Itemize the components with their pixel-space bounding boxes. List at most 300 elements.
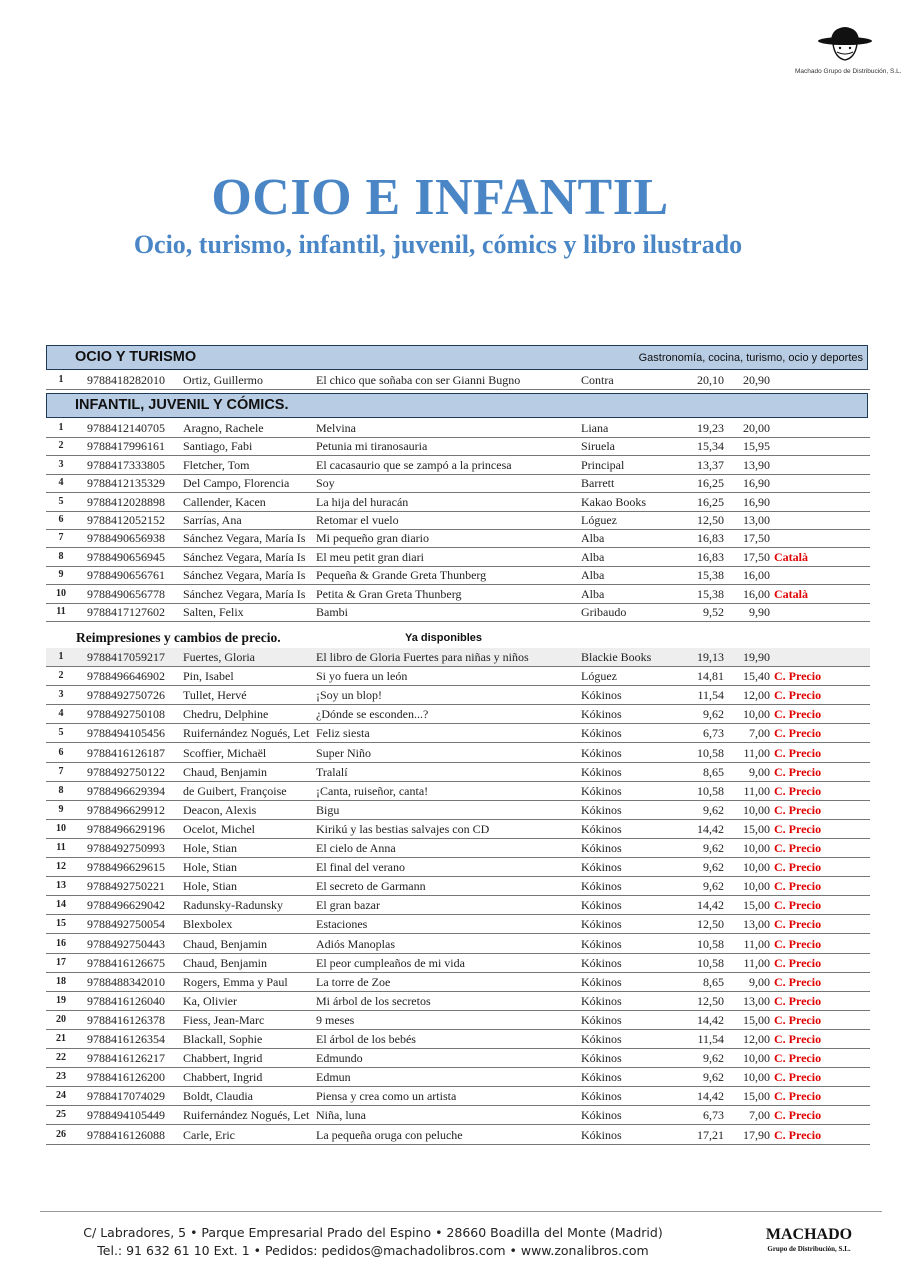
publisher: Kakao Books (581, 494, 646, 509)
price-pvp: 11,00 (743, 955, 770, 970)
author: Ortiz, Guillermo (183, 373, 263, 387)
row-number: 26 (56, 1128, 66, 1140)
row-number: 7 (58, 532, 64, 544)
note-badge: Català (774, 586, 808, 601)
isbn: 9788412140705 (87, 421, 165, 435)
price-net: 9,62 (703, 1051, 724, 1066)
table-row (46, 782, 870, 801)
row-number: 23 (56, 1071, 66, 1083)
isbn: 9788416126187 (87, 745, 165, 760)
note-badge: C. Precio (774, 955, 822, 970)
section-header-infantil (46, 393, 868, 418)
reprints-heading: Reimpresiones y cambios de precio. (76, 630, 281, 645)
book-title: Soy (316, 476, 335, 491)
book-title: Petita & Gran Greta Thunberg (316, 586, 462, 601)
book-title: Mi pequeño gran diario (316, 531, 429, 546)
table-row (46, 1049, 870, 1068)
book-title: Edmundo (316, 1051, 363, 1066)
isbn: 9788496646902 (87, 669, 165, 684)
author: Hole, Stian (183, 841, 237, 855)
price-net: 10,58 (697, 936, 724, 951)
note-badge: C. Precio (774, 993, 822, 1008)
book-title: El gran bazar (316, 898, 380, 913)
row-number: 17 (56, 956, 66, 968)
author: Carle, Eric (183, 1127, 235, 1142)
book-title: Retomar el vuelo (316, 513, 399, 527)
note-badge: C. Precio (774, 745, 822, 760)
price-pvp: 16,90 (743, 476, 770, 491)
section-description: Gastronomía, cocina, turismo, ocio y deportes (638, 352, 863, 364)
isbn: 9788496629196 (87, 821, 165, 836)
table-row (46, 801, 870, 820)
price-pvp: 17,50 (743, 549, 770, 564)
row-number: 3 (58, 689, 64, 701)
footer-address: C/ Labradores, 5 • Parque Empresarial Prado del Espino • 28660 Boadilla del Monte (Madrid) (83, 1225, 663, 1240)
price-net: 9,62 (703, 1070, 724, 1085)
author: Blexbolex (183, 917, 233, 932)
row-number: 11 (56, 842, 66, 853)
isbn: 9788490656761 (87, 568, 165, 583)
price-net: 15,38 (697, 586, 724, 601)
isbn: 9788492750122 (87, 764, 165, 779)
note-badge: C. Precio (774, 707, 822, 722)
note-badge: C. Precio (774, 1127, 822, 1142)
isbn: 9788492750221 (87, 879, 165, 894)
table-row (46, 511, 870, 530)
price-pvp: 16,00 (743, 586, 770, 601)
author: Hole, Stian (183, 860, 237, 875)
table-row (46, 896, 870, 915)
price-pvp: 9,00 (749, 764, 770, 779)
price-pvp: 15,40 (743, 669, 770, 684)
row-number: 4 (58, 708, 64, 720)
note-badge: C. Precio (774, 1089, 822, 1104)
author: Chabbert, Ingrid (183, 1070, 263, 1085)
note-badge: C. Precio (774, 860, 822, 875)
author: Chaud, Benjamin (183, 764, 267, 779)
book-title: Tralalí (316, 764, 348, 779)
publisher: Contra (581, 373, 614, 387)
isbn: 9788492750108 (87, 707, 165, 722)
author: Tullet, Hervé (183, 688, 247, 703)
publisher: Kókinos (581, 783, 622, 798)
price-pvp: 15,00 (743, 898, 770, 913)
price-net: 12,50 (697, 513, 724, 527)
author: Ruifernández Nogués, Let (183, 1108, 310, 1123)
book-title: Mi árbol de los secretos (316, 993, 431, 1008)
publisher: Kókinos (581, 860, 622, 875)
author: Callender, Kacen (183, 494, 266, 509)
table-row (46, 954, 870, 973)
isbn: 9788412135329 (87, 476, 165, 491)
table-row (46, 603, 870, 622)
price-pvp: 10,00 (743, 860, 770, 875)
price-net: 19,13 (697, 650, 724, 664)
publisher: Kókinos (581, 726, 622, 741)
isbn: 9788494105449 (87, 1108, 165, 1123)
price-net: 9,62 (703, 879, 724, 894)
price-net: 16,25 (697, 494, 724, 509)
price-pvp: 12,00 (743, 688, 770, 703)
row-number: 2 (58, 670, 64, 682)
row-number: 6 (58, 746, 64, 758)
section-title: OCIO Y TURISMO (75, 349, 197, 365)
publisher: Kókinos (581, 1127, 622, 1142)
book-title: Piensa y crea como un artista (316, 1089, 457, 1104)
logo-caption: Machado Grupo de Distribución, S.L. (795, 68, 902, 75)
author: Salten, Felix (183, 605, 244, 619)
author: Aragno, Rachele (183, 421, 264, 435)
note-badge: C. Precio (774, 1070, 822, 1085)
isbn: 9788416126040 (87, 993, 165, 1008)
author: Radunsky-Radunsky (183, 898, 283, 913)
note-badge: C. Precio (774, 764, 822, 779)
note-badge: C. Precio (774, 688, 822, 703)
note-badge: C. Precio (774, 726, 822, 741)
row-number: 20 (56, 1013, 66, 1025)
author: Fuertes, Gloria (183, 650, 255, 664)
publisher: Kókinos (581, 764, 622, 779)
publisher: Kókinos (581, 917, 622, 932)
note-badge: C. Precio (774, 1032, 822, 1046)
price-pvp: 10,00 (743, 1070, 770, 1085)
note-badge: C. Precio (774, 936, 822, 951)
author: Sánchez Vegara, María Is (183, 586, 306, 601)
price-net: 14,81 (697, 669, 724, 684)
note-badge: C. Precio (774, 974, 822, 989)
note-badge: C. Precio (774, 841, 822, 855)
row-number: 4 (58, 477, 64, 489)
row-number: 10 (56, 822, 66, 834)
isbn: 9788490656938 (87, 531, 165, 546)
table-row (46, 839, 870, 858)
table-row (46, 992, 870, 1011)
book-title: 9 meses (316, 1012, 355, 1027)
price-pvp: 11,00 (743, 783, 770, 798)
book-title: ¡Soy un blop! (316, 688, 382, 703)
price-pvp: 16,90 (743, 494, 770, 509)
publisher: Lóguez (581, 513, 617, 527)
price-net: 10,58 (697, 783, 724, 798)
table-row (46, 585, 870, 604)
author: Pin, Isabel (183, 669, 234, 684)
table-row (46, 1068, 870, 1087)
row-number: 1 (58, 651, 64, 662)
price-pvp: 15,95 (743, 439, 770, 454)
book-title: ¡Canta, ruiseñor, canta! (316, 783, 429, 798)
book-title: Feliz siesta (316, 726, 370, 741)
publisher: Kókinos (581, 1051, 622, 1066)
row-number: 8 (58, 550, 64, 562)
table-row (46, 705, 870, 724)
note-badge: C. Precio (774, 669, 822, 684)
author: Fiess, Jean-Marc (183, 1012, 265, 1027)
table-row (46, 1087, 870, 1106)
table-row (46, 437, 870, 456)
book-title: El chico que soñaba con ser Gianni Bugno (316, 373, 521, 387)
price-net: 15,34 (697, 439, 724, 454)
book-title: Edmun (316, 1070, 351, 1085)
row-number: 11 (56, 606, 66, 617)
author: Sánchez Vegara, María Is (183, 531, 306, 546)
price-pvp: 11,00 (743, 745, 770, 760)
price-pvp: 19,90 (743, 650, 770, 664)
publisher: Lóguez (581, 669, 617, 684)
row-number: 25 (56, 1109, 66, 1121)
publisher: Alba (581, 568, 605, 583)
isbn: 9788496629394 (87, 783, 165, 798)
book-title: La pequeña oruga con peluche (316, 1127, 463, 1142)
table-row (46, 667, 870, 686)
note-badge: C. Precio (774, 821, 822, 836)
price-net: 9,62 (703, 841, 724, 855)
price-net: 15,38 (697, 568, 724, 583)
table-row (46, 548, 870, 567)
price-pvp: 17,50 (743, 531, 770, 546)
book-title: El meu petit gran diari (316, 549, 424, 564)
price-net: 8,65 (703, 974, 724, 989)
row-number: 24 (56, 1090, 66, 1102)
table-row (46, 1030, 870, 1049)
price-net: 16,83 (697, 549, 724, 564)
author: Chaud, Benjamin (183, 936, 267, 951)
isbn: 9788490656945 (87, 549, 165, 564)
isbn: 9788492750054 (87, 917, 165, 932)
note-badge: C. Precio (774, 879, 822, 894)
price-net: 14,42 (697, 898, 724, 913)
book-title: La torre de Zoe (316, 974, 391, 989)
row-number: 5 (58, 727, 64, 739)
publisher: Kókinos (581, 993, 622, 1008)
price-pvp: 15,00 (743, 821, 770, 836)
table-row (46, 648, 870, 667)
table-row (46, 858, 870, 877)
note-badge: C. Precio (774, 1012, 822, 1027)
table-row (46, 744, 870, 763)
book-title: Melvina (316, 421, 356, 435)
author: Blackall, Sophie (183, 1032, 263, 1046)
price-net: 14,42 (697, 821, 724, 836)
price-pvp: 15,00 (743, 1012, 770, 1027)
publisher: Kókinos (581, 802, 622, 817)
author: Chedru, Delphine (183, 707, 269, 722)
author: Ruifernández Nogués, Let (183, 726, 310, 741)
publisher: Barrett (581, 476, 615, 491)
author: Scoffier, Michaël (183, 745, 267, 760)
publisher: Kókinos (581, 745, 622, 760)
row-number: 2 (58, 440, 64, 452)
isbn: 9788494105456 (87, 726, 165, 741)
book-title: Petunia mi tiranosauria (316, 439, 428, 454)
table-row (46, 763, 870, 782)
price-pvp: 17,90 (743, 1127, 770, 1142)
table-row (46, 529, 870, 548)
book-title: La hija del huracán (316, 494, 409, 509)
book-title: Si yo fuera un león (316, 669, 408, 684)
row-number: 8 (58, 784, 64, 796)
note-badge: C. Precio (774, 917, 822, 932)
row-number: 1 (58, 422, 64, 433)
footer-brand: MACHADO (765, 1226, 853, 1243)
author: Sarrías, Ana (183, 513, 242, 527)
row-number: 19 (56, 994, 66, 1006)
price-net: 16,83 (697, 531, 724, 546)
isbn: 9788418282010 (87, 373, 165, 387)
row-number: 15 (56, 918, 66, 930)
price-net: 11,54 (697, 1032, 724, 1046)
price-pvp: 10,00 (743, 879, 770, 894)
note-badge: Català (774, 549, 808, 564)
price-pvp: 20,00 (743, 421, 770, 435)
table-row (46, 474, 870, 493)
isbn: 9788416126200 (87, 1070, 165, 1085)
publisher: Kókinos (581, 841, 622, 855)
publisher: Kókinos (581, 688, 622, 703)
publisher: Kókinos (581, 1108, 622, 1123)
publisher: Kókinos (581, 1012, 622, 1027)
isbn: 9788492750993 (87, 841, 165, 855)
book-title: El libro de Gloria Fuertes para niñas y niños (316, 650, 529, 664)
row-number: 21 (56, 1033, 66, 1044)
author: Chaud, Benjamin (183, 955, 267, 970)
book-title: El árbol de los bebés (316, 1032, 416, 1046)
price-net: 10,58 (697, 745, 724, 760)
price-net: 14,42 (697, 1089, 724, 1104)
publisher: Kókinos (581, 1089, 622, 1104)
author: Boldt, Claudia (183, 1089, 253, 1104)
author: Del Campo, Florencia (183, 476, 290, 491)
table-row (46, 493, 870, 512)
isbn: 9788496629615 (87, 860, 165, 875)
author: Sánchez Vegara, María Is (183, 568, 306, 583)
isbn: 9788490656778 (87, 586, 165, 601)
section-header-ocio (46, 345, 868, 370)
book-title: Adiós Manoplas (316, 936, 395, 951)
note-badge: C. Precio (774, 802, 822, 817)
author: de Guibert, Françoise (183, 783, 287, 798)
publisher: Gribaudo (581, 605, 627, 619)
table-row (46, 1126, 870, 1145)
book-title: Kirikú y las bestias salvajes con CD (316, 821, 490, 836)
book-title: El final del verano (316, 860, 405, 875)
author: Ocelot, Michel (183, 821, 255, 836)
publisher: Kókinos (581, 707, 622, 722)
isbn: 9788417333805 (87, 457, 165, 472)
publisher: Principal (581, 457, 625, 472)
note-badge: C. Precio (774, 1051, 822, 1066)
table-row (46, 935, 870, 954)
footer-brand-subtitle: Grupo de Distribución, S.L. (767, 1245, 851, 1253)
publisher: Alba (581, 531, 605, 546)
publisher: Kókinos (581, 821, 622, 836)
price-net: 17,21 (697, 1127, 724, 1142)
row-number: 9 (58, 569, 64, 581)
publisher: Liana (581, 421, 609, 435)
price-pvp: 10,00 (743, 1051, 770, 1066)
footer-divider (40, 1211, 882, 1212)
isbn: 9788416126088 (87, 1127, 165, 1142)
publisher: Alba (581, 586, 605, 601)
company-logo (795, 24, 902, 75)
price-net: 8,65 (703, 764, 724, 779)
price-pvp: 10,00 (743, 841, 770, 855)
row-number: 16 (56, 937, 66, 949)
isbn: 9788412052152 (87, 513, 165, 527)
publisher: Siruela (581, 439, 615, 454)
price-pvp: 7,00 (749, 1108, 770, 1123)
table-row (46, 973, 870, 992)
price-net: 13,37 (697, 457, 724, 472)
footer-contact: Tel.: 91 632 61 10 Ext. 1 • Pedidos: pedidos@machadolibros.com • www.zonalibros.com (97, 1243, 649, 1258)
row-number: 13 (56, 880, 66, 892)
publisher: Blackie Books (581, 650, 652, 664)
row-number: 10 (56, 587, 66, 599)
table-row (46, 686, 870, 705)
note-badge: C. Precio (774, 898, 822, 913)
isbn: 9788416126675 (87, 955, 165, 970)
author: Rogers, Emma y Paul (183, 974, 288, 989)
table-row (46, 877, 870, 896)
row-number: 5 (58, 495, 64, 507)
isbn: 9788417059217 (87, 650, 165, 664)
publisher: Alba (581, 549, 605, 564)
book-title: El cielo de Anna (316, 841, 396, 855)
author: Santiago, Fabi (183, 439, 253, 454)
author: Hole, Stian (183, 879, 237, 894)
publisher: Kókinos (581, 879, 622, 894)
table-row (46, 419, 870, 438)
publisher: Kókinos (581, 936, 622, 951)
price-net: 9,62 (703, 860, 724, 875)
author: Sánchez Vegara, María Is (183, 549, 306, 564)
book-title: Niña, luna (316, 1108, 366, 1123)
page-title: OCIO E INFANTIL (211, 169, 669, 226)
table-row (46, 456, 870, 475)
price-net: 10,58 (697, 955, 724, 970)
isbn: 9788417127602 (87, 605, 165, 619)
publisher: Kókinos (581, 1032, 622, 1046)
table-row (46, 566, 870, 585)
isbn: 9788416126354 (87, 1032, 165, 1046)
isbn: 9788416126378 (87, 1012, 165, 1027)
isbn: 9788492750726 (87, 688, 165, 703)
author: Fletcher, Tom (183, 457, 250, 472)
row-number: 1 (58, 374, 64, 385)
isbn: 9788417996161 (87, 439, 165, 454)
price-pvp: 15,00 (743, 1089, 770, 1104)
price-pvp: 13,00 (743, 513, 770, 527)
book-title: El peor cumpleaños de mi vida (316, 955, 465, 970)
table-row (46, 371, 870, 390)
table-row (46, 820, 870, 839)
book-title: El secreto de Garmann (316, 879, 426, 894)
row-number: 12 (56, 861, 66, 873)
price-pvp: 7,00 (749, 726, 770, 741)
hat-man-icon (815, 24, 875, 66)
book-title: Pequeña & Grande Greta Thunberg (316, 568, 487, 583)
author: Ka, Olivier (183, 993, 237, 1008)
book-title: ¿Dónde se esconden...? (316, 707, 429, 722)
price-pvp: 13,90 (743, 457, 770, 472)
table-row (46, 1011, 870, 1030)
note-badge: C. Precio (774, 1108, 822, 1123)
isbn: 9788488342010 (87, 974, 165, 989)
publisher: Kókinos (581, 898, 622, 913)
price-pvp: 11,00 (743, 936, 770, 951)
author: Deacon, Alexis (183, 802, 257, 817)
table-row (46, 1106, 870, 1125)
publisher: Kókinos (581, 955, 622, 970)
